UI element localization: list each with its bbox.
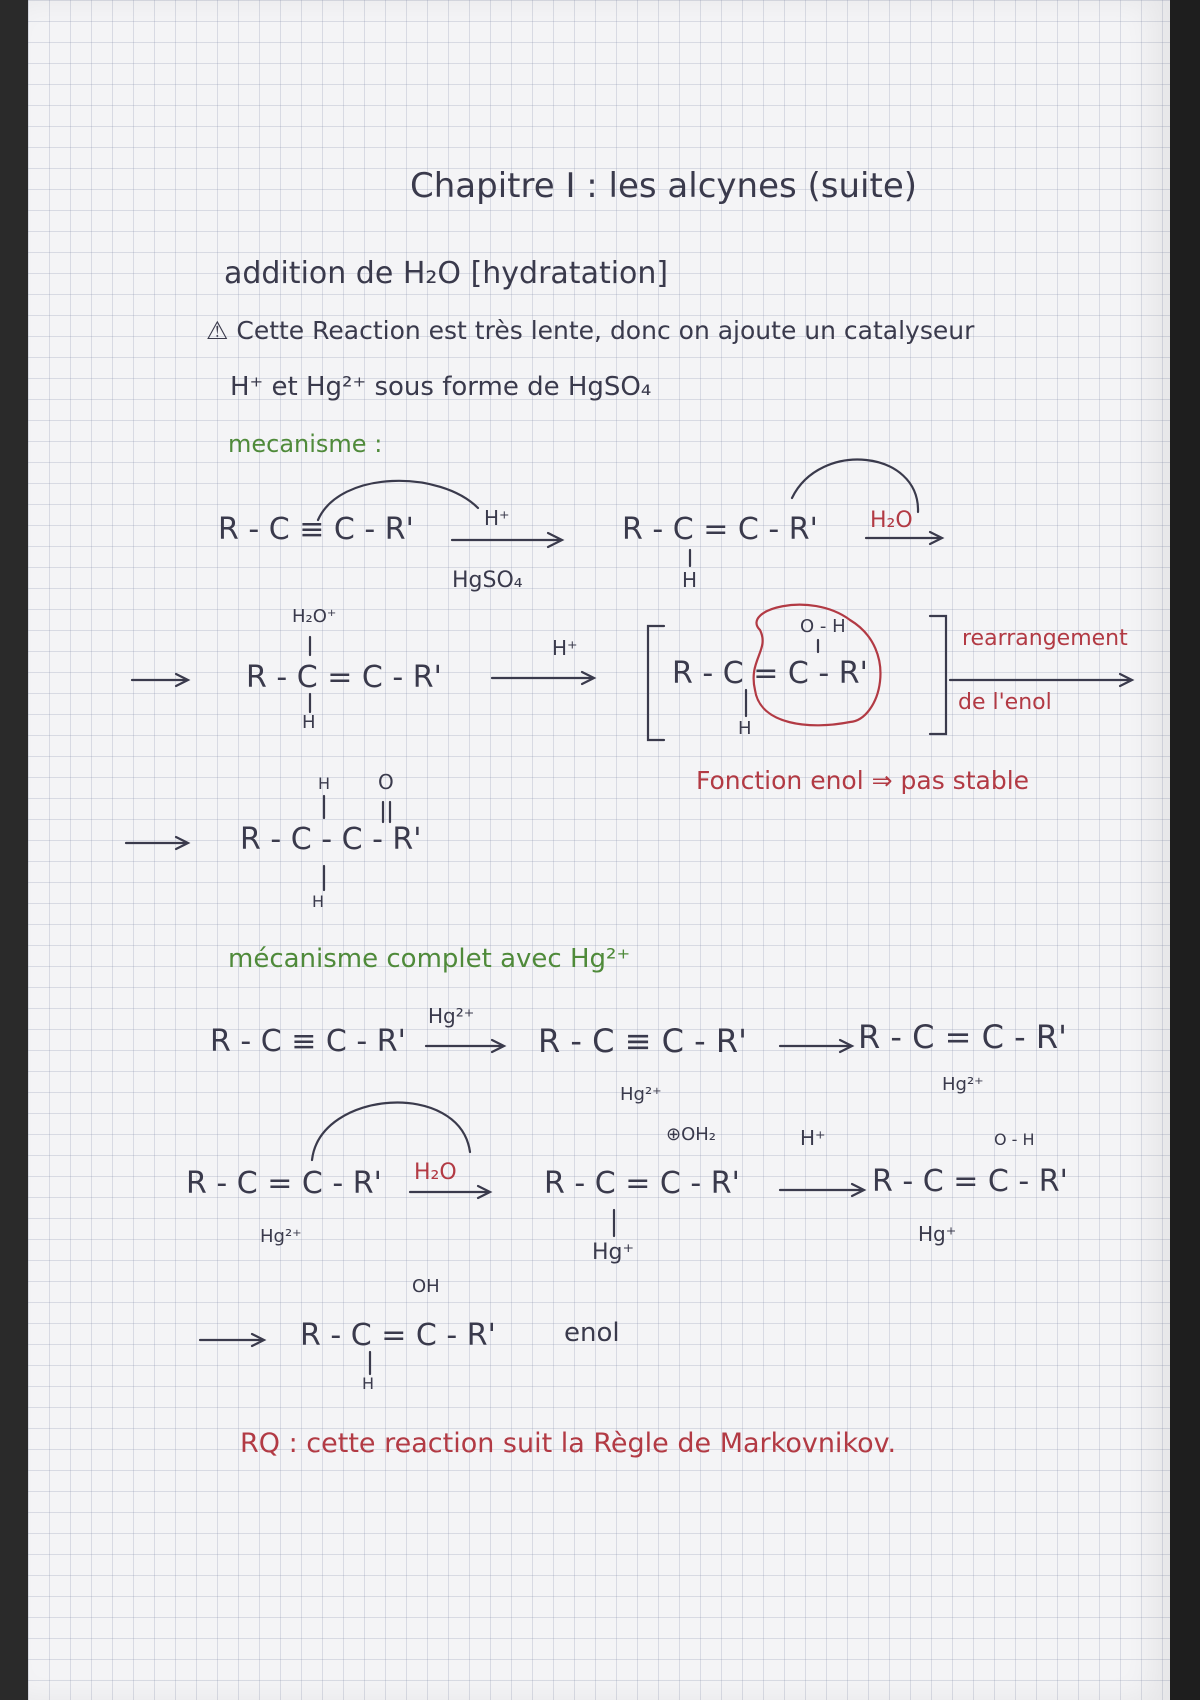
rearrangement-label: rearrangement (962, 626, 1128, 651)
m2-h-plus: H⁺ (800, 1126, 826, 1150)
m2-step5: R - C = C - R' (544, 1166, 740, 1201)
m2-step4-hg: Hg²⁺ (260, 1226, 302, 1247)
warning-text: ⚠ Cette Reaction est très lente, donc on ajoute un catalyseur (206, 316, 975, 345)
reactant-alkyne: R - C ≡ C - R' (218, 512, 414, 547)
ketone-h-bottom: H (312, 892, 325, 911)
h2o-reagent: H₂O (870, 508, 913, 533)
m2-oxonium-top: ⊕OH₂ (666, 1124, 717, 1145)
m2-hg-reagent: Hg²⁺ (428, 1004, 475, 1028)
background-edge (1170, 0, 1200, 1700)
m2-step6-hg: Hg⁺ (918, 1222, 957, 1246)
section-heading: addition de H₂O [hydratation] (224, 256, 669, 291)
complet-label: mécanisme complet avec Hg²⁺ (228, 944, 631, 974)
enol-h: H (738, 718, 752, 739)
m2-step6-oh: O - H (994, 1130, 1035, 1149)
step2-h: H (302, 712, 316, 733)
reagent-hgso4: HgSO₄ (452, 568, 523, 593)
mecanisme-label: mecanisme : (228, 430, 383, 458)
step2-oxonium: H₂O⁺ (292, 606, 337, 627)
enol-oh: O - H (800, 616, 846, 637)
m2-complex: R - C ≡ C - R' (538, 1022, 747, 1060)
markovnikov-remark: RQ : cette reaction suit la Règle de Markovnikov. (240, 1428, 897, 1459)
ketone-structure: R - C - C - R' (240, 822, 422, 857)
m2-reactant: R - C ≡ C - R' (210, 1024, 406, 1059)
carbocation: R - C = C - R' (622, 512, 818, 547)
m2-vinyl-cation: R - C = C - R' (858, 1018, 1067, 1056)
h-plus-loss: H⁺ (552, 636, 578, 660)
carbocation-h: H (682, 568, 698, 592)
m2-vinyl-hg: Hg²⁺ (942, 1074, 984, 1095)
catalyst-text: H⁺ et Hg²⁺ sous forme de HgSO₄ (230, 372, 652, 402)
m2-step6: R - C = C - R' (872, 1164, 1068, 1199)
m2-h2o: H₂O (414, 1160, 457, 1185)
enol-note: Fonction enol ⇒ pas stable (696, 766, 1030, 795)
m2-step5-hg: Hg⁺ (592, 1240, 635, 1265)
m2-enol-label: enol (564, 1318, 620, 1348)
page-title: Chapitre I : les alcynes (suite) (410, 166, 917, 206)
step2-structure: R - C = C - R' (246, 660, 442, 695)
m2-complex-hg: Hg²⁺ (620, 1084, 662, 1105)
ketone-h-top: H (318, 774, 331, 793)
m2-final-enol: R - C = C - R' (300, 1318, 496, 1353)
m2-final-h: H (362, 1374, 375, 1393)
enol-label: de l'enol (958, 690, 1052, 715)
reagent-h-plus: H⁺ (484, 506, 510, 530)
m2-step4: R - C = C - R' (186, 1166, 382, 1201)
enol-in-bracket: R - C = C - R' (672, 656, 868, 691)
m2-final-oh: OH (412, 1276, 440, 1297)
ketone-o: O (378, 770, 394, 794)
